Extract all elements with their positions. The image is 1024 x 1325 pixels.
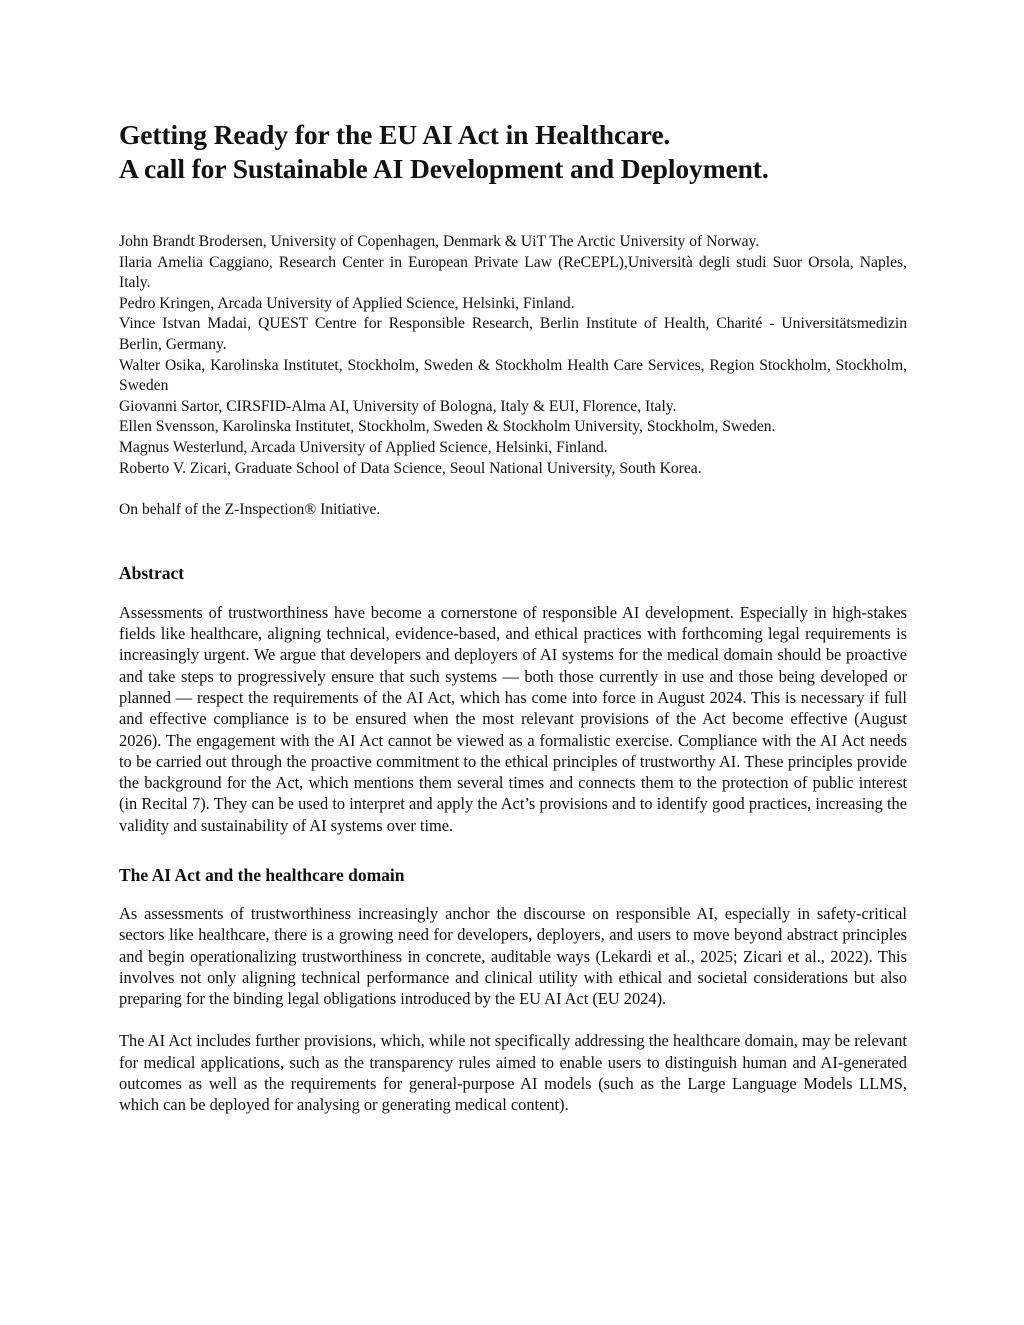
- author-affiliation: Vince Istvan Madai, QUEST Centre for Responsible Research, Berlin Institute of Health, Charité - Universitätsmedizin Berlin, Germany.: [119, 315, 907, 353]
- paper-title-line-1: Getting Ready for the EU AI Act in Healthcare.: [119, 119, 671, 150]
- author-affiliation: Ellen Svensson, Karolinska Institutet, Stockholm, Sweden & Stockholm University, Stockholm, Sweden.: [119, 418, 776, 436]
- author-affiliation: John Brandt Brodersen, University of Copenhagen, Denmark & UiT The Arctic University of Norway.: [119, 233, 760, 250]
- author-affiliation: Pedro Kringen, Arcada University of Applied Science, Helsinki, Finland.: [119, 294, 575, 312]
- paper-title: [119, 118, 907, 186]
- paper-page: [119, 118, 907, 1116]
- paper-title-line-2: A call for Sustainable AI Development and Deployment.: [119, 153, 769, 184]
- abstract-body: Assessments of trustworthiness have become a cornerstone of responsible AI development. Especially in high-stakes fields like healthcare, aligning technical, evidence-based, and ethical practices with forthcoming legal requirements is increasingly urgent. We argue that developers and deployers of AI systems for the medical domain should be proactive and take steps to progressively ensure that such systems — both those currently in use and those being developed or planned — respect the requirements of the AI Act, which has come into force in August 2024. This is necessary if full and effective compliance is to be ensured when the most relevant provisions of the Act become effective (August 2026). The engagement with the AI Act cannot be viewed as a formalistic exercise. Compliance with the AI Act needs to be carried out through the proactive commitment to the ethical principles of trustworthy AI. These principles provide the background for the Act, which mentions them several times and connects them to the protection of public interest (in Recital 7). They can be used to interpret and apply the Act’s provisions and to identify good practices, increasing the validity and sustainability of AI systems over time.: [119, 602, 907, 835]
- on-behalf-note: On behalf of the Z-Inspection® Initiative.: [119, 501, 381, 519]
- abstract-heading: Abstract: [119, 562, 185, 583]
- author-affiliation: Magnus Westerlund, Arcada University of Applied Science, Helsinki, Finland.: [119, 438, 608, 456]
- section-heading-healthcare: The AI Act and the healthcare domain: [119, 864, 405, 885]
- author-affiliation: Walter Osika, Karolinska Institutet, Stockholm, Sweden & Stockholm Health Care Services, Region Stockholm, Stockholm, Sweden: [119, 356, 907, 395]
- section-paragraph: The AI Act includes further provisions, which, while not specifically addressing the healthcare domain, may be relevant for medical applications, such as the transparency rules aimed to enable users to distinguish human and AI-generated outcomes as well as the requirements for general-purpose AI models (such as the Large Language Models LLMS, which can be deployed for analysing or generating medical content).: [119, 1031, 907, 1115]
- author-affiliation: Ilaria Amelia Caggiano, Research Center in European Private Law (ReCEPL),Università degli studi Suor Orsola, Naples, Italy.: [119, 253, 907, 292]
- author-list: [119, 232, 907, 479]
- section-paragraph: As assessments of trustworthiness increasingly anchor the discourse on responsible AI, especially in safety-critical sectors like healthcare, there is a growing need for developers, deployers, and users to move beyond abstract principles and begin operationalizing trustworthiness in concrete, auditable ways (Lekardi et al., 2025; Zicari et al., 2022). This involves not only aligning technical performance and clinical utility with ethical and societal considerations but also preparing for the binding legal obligations introduced by the EU AI Act (EU 2024).: [119, 903, 907, 1009]
- author-affiliation: Roberto V. Zicari, Graduate School of Data Science, Seoul National University, South Korea.: [119, 459, 702, 477]
- author-affiliation: Giovanni Sartor, CIRSFID-Alma AI, University of Bologna, Italy & EUI, Florence, Italy.: [119, 397, 677, 415]
